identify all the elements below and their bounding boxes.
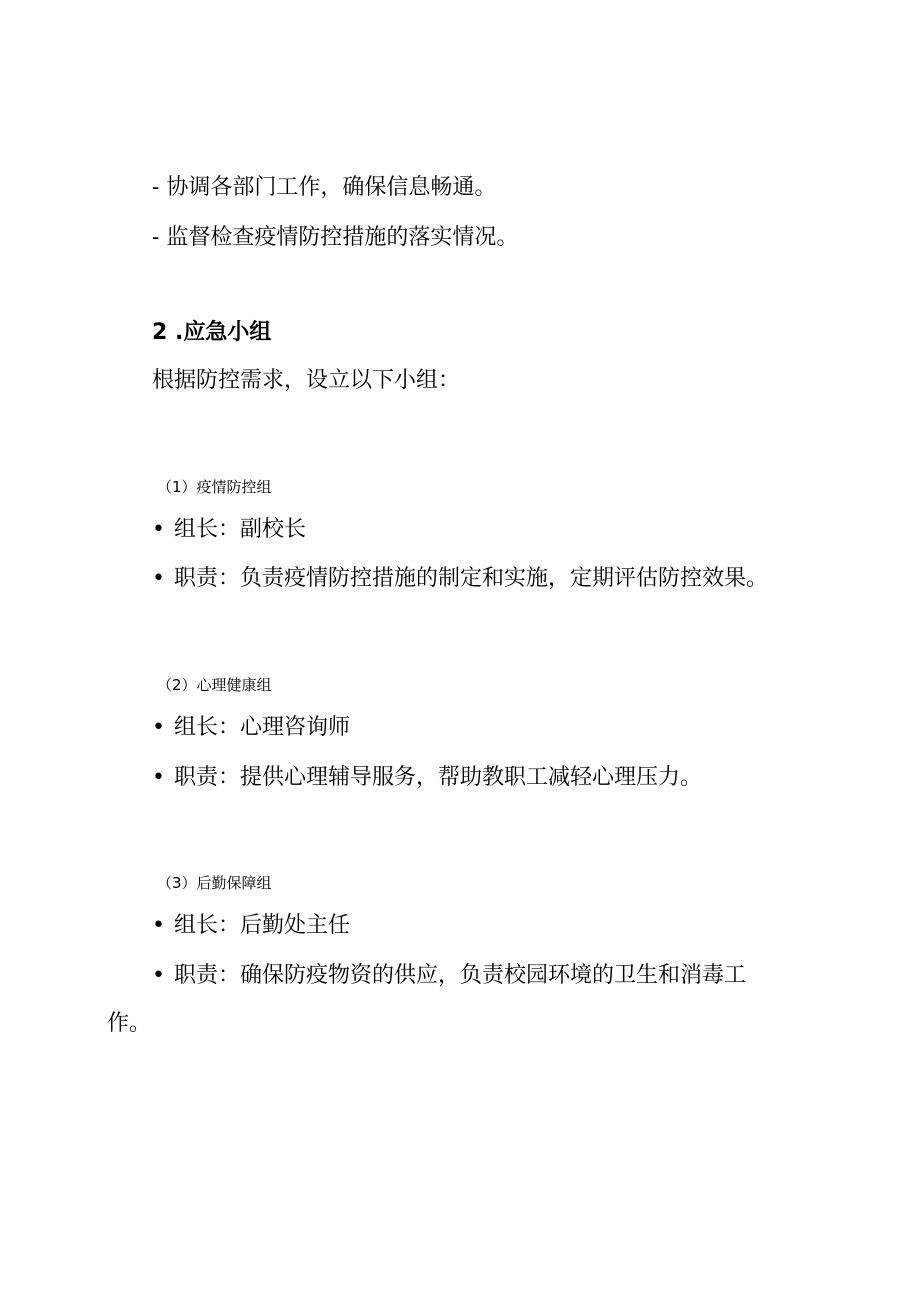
leader-text: 组长：后勤处主任 <box>174 913 351 938</box>
group-leader-logistics <box>152 915 350 937</box>
section-heading: 2 .应急小组 <box>152 320 272 345</box>
group-duty-logistics-continued: 作。 <box>107 1011 152 1036</box>
duty-line-coordinate: - 协调各部门工作，确保信息畅通。 <box>152 175 497 200</box>
bullet-icon: • <box>152 963 165 988</box>
section-intro: 根据防控需求，设立以下小组： <box>152 368 461 393</box>
group-leader-epidemic <box>152 519 306 541</box>
bullet-icon: • <box>152 913 165 938</box>
group-duty-psych <box>152 767 702 789</box>
duty-line-supervise: - 监督检查疫情防控措施的落实情况。 <box>152 225 519 250</box>
leader-text: 组长：心理咨询师 <box>174 715 351 740</box>
duty-text: 职责：确保防疫物资的供应，负责校园环境的卫生和消毒工 <box>174 963 747 988</box>
group-duty-epidemic <box>152 568 768 590</box>
leader-text: 组长：副校长 <box>174 517 307 542</box>
bullet-icon: • <box>152 566 165 591</box>
bullet-icon: • <box>152 765 165 790</box>
group-title-epidemic: （1）疫情防控组 <box>157 478 272 496</box>
group-duty-logistics <box>152 965 746 987</box>
bullet-icon: • <box>152 715 165 740</box>
duty-text: 职责：提供心理辅导服务，帮助教职工减轻心理压力。 <box>174 765 703 790</box>
group-title-psych: （2）心理健康组 <box>157 676 272 694</box>
group-title-logistics: （3）后勤保障组 <box>157 874 272 892</box>
duty-text: 职责：负责疫情防控措施的制定和实施，定期评估防控效果。 <box>174 566 769 591</box>
group-leader-psych <box>152 717 350 739</box>
bullet-icon: • <box>152 517 165 542</box>
